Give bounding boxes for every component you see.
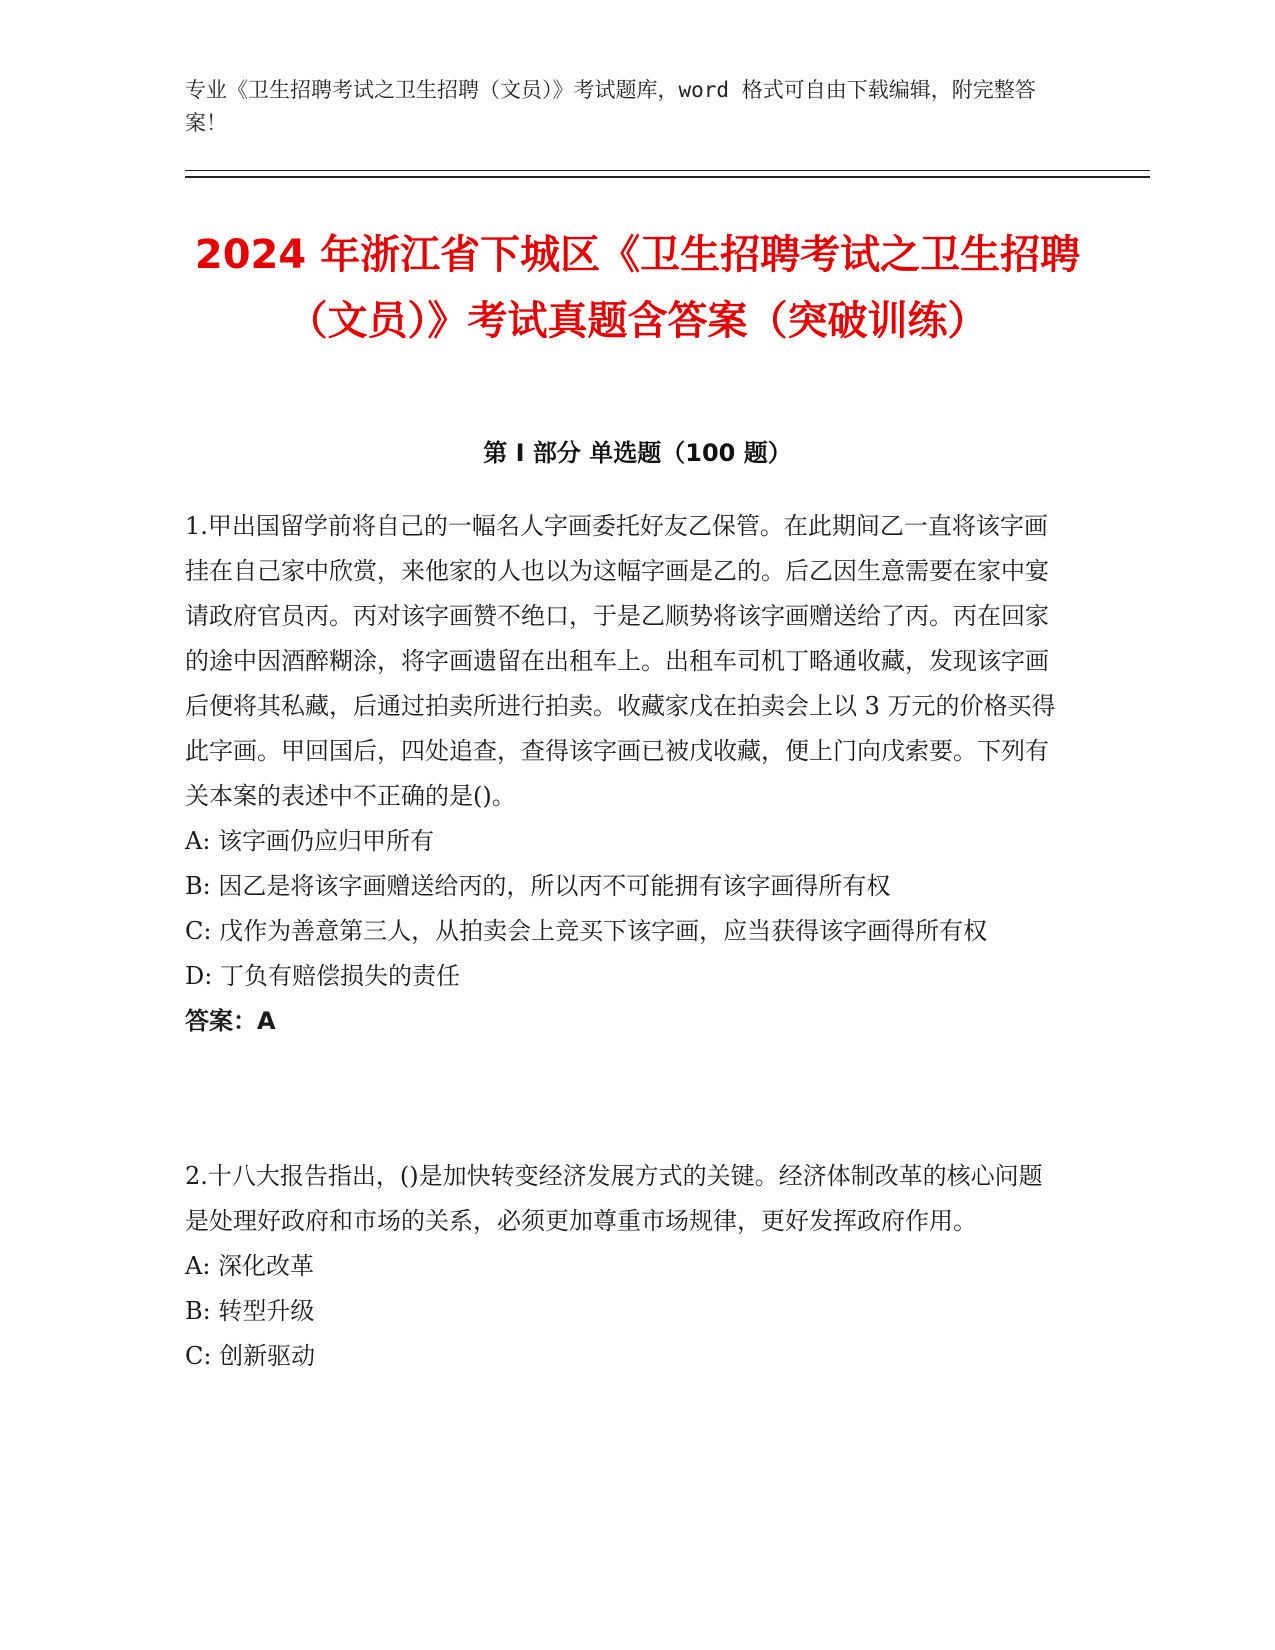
section-title: 第 I 部分 单选题（100 题）	[483, 439, 792, 467]
option-a: A: 深化改革	[185, 1252, 315, 1280]
question-2	[185, 1154, 1065, 1379]
document-title: 2024 年浙江省下城区《卫生招聘考试之卫生招聘（文员）》考试真题含答案（突破训练）	[194, 232, 1081, 344]
header-divider-bottom	[185, 176, 1150, 178]
header-divider-top	[185, 170, 1150, 171]
option-d: D: 丁负有赔偿损失的责任	[185, 962, 460, 990]
option-b: B: 转型升级	[185, 1297, 315, 1325]
option-b: B: 因乙是将该字画赠送给丙的，所以丙不可能拥有该字画得所有权	[185, 872, 891, 900]
question-stem: 1.甲出国留学前将自己的一幅名人字画委托好友乙保管。在此期间乙一直将该字画挂在自己家中欣赏，来他家的人也以为这幅字画是乙的。后乙因生意需要在家中宴请政府官员丙。丙对该字画赞不绝口，于是乙顺势将该字画赠送给了丙。丙在回家的途中因酒醉糊涂，将字画遗留在出租车上。出租车司机丁略通收藏，发现该字画后便将其私藏，后通过拍卖所进行拍卖。收藏家戊在拍卖会上以 3 万元的价格买得此字画。甲回国后，四处追查，查得该字画已被戊收藏，便上门向戊索要。下列有关本案的表述中不正确的是()。	[185, 512, 1056, 810]
option-a: A: 该字画仍应归甲所有	[185, 827, 435, 855]
question-1	[185, 504, 1065, 1044]
option-c: C: 创新驱动	[185, 1342, 316, 1370]
header-note: 专业《卫生招聘考试之卫生招聘（文员）》考试题库，word 格式可自由下载编辑，附完整答案！	[185, 78, 1036, 135]
option-c: C: 戊作为善意第三人，从拍卖会上竞买下该字画，应当获得该字画得所有权	[185, 917, 988, 945]
answer-line: 答案：A	[185, 1007, 276, 1035]
question-stem: 2.十八大报告指出，()是加快转变经济发展方式的关键。经济体制改革的核心问题是处理好政府和市场的关系，必须更加尊重市场规律，更好发挥政府作用。	[185, 1162, 1043, 1235]
